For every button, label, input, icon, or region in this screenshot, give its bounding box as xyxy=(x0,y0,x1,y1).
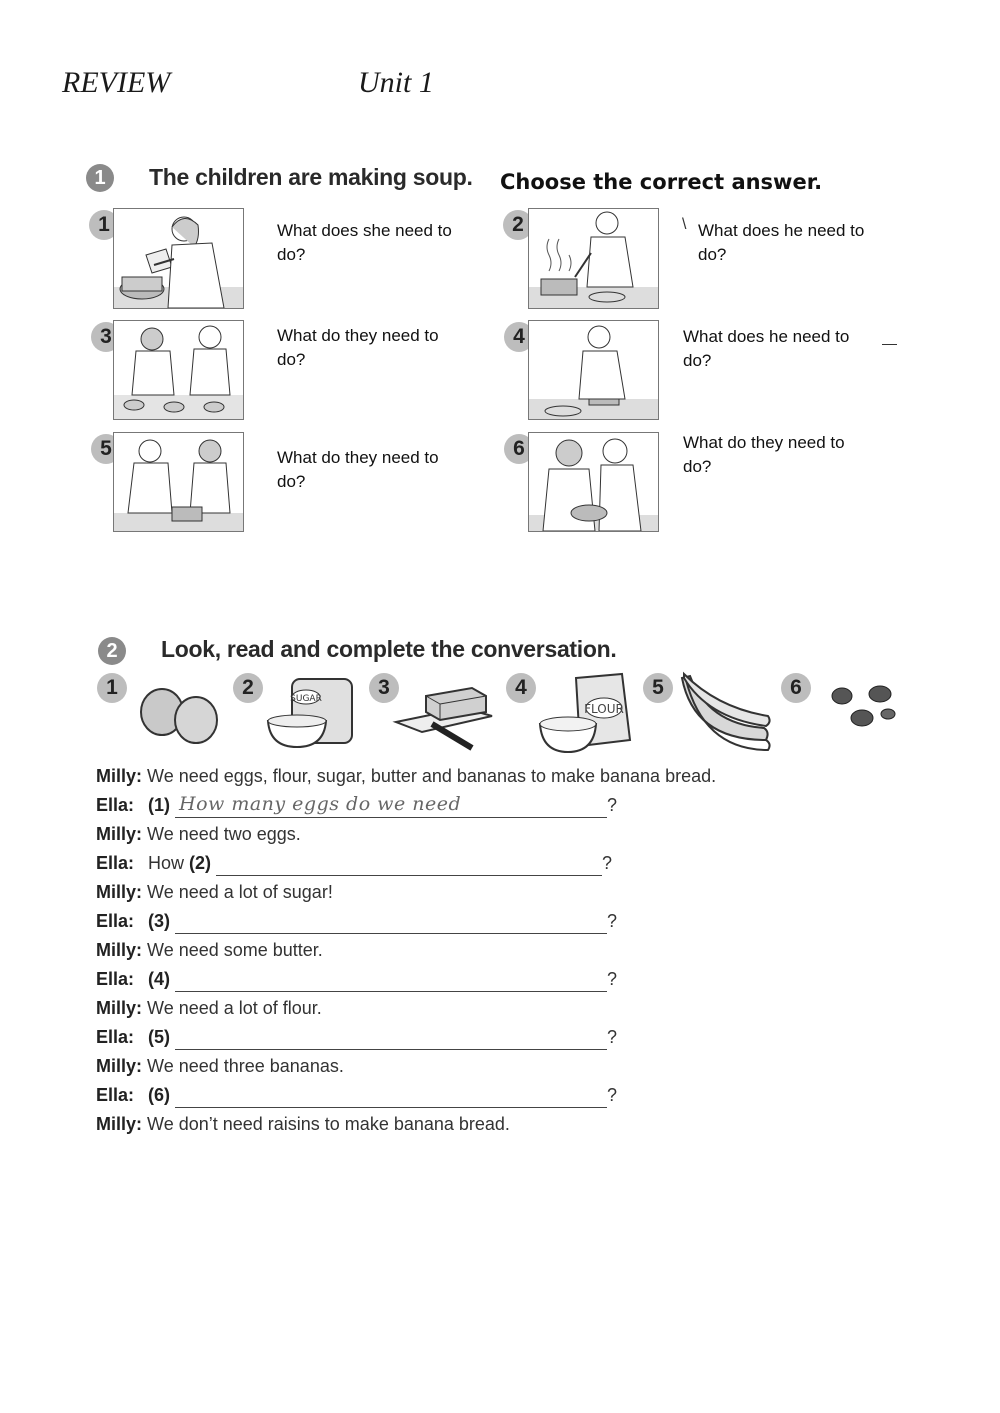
answer-blank-1[interactable] xyxy=(175,793,607,818)
answer-blank-4[interactable] xyxy=(175,973,607,992)
conversation-line: Milly: We need a lot of sugar! xyxy=(96,882,333,902)
answer-blank-6[interactable] xyxy=(175,1089,607,1108)
item-2-question: What does he need to do? xyxy=(698,221,865,264)
flour-icon xyxy=(538,670,634,759)
food-1-number: 1 xyxy=(97,673,127,703)
handwritten-answer: How many eggs do we need xyxy=(179,793,462,815)
item-6-number: 6 xyxy=(504,434,534,464)
cooking-picture-2 xyxy=(528,208,659,309)
conversation-line: Ella: (6) ? xyxy=(96,1082,617,1108)
svg-text:SUGAR: SUGAR xyxy=(290,694,322,704)
answer-blank-3[interactable] xyxy=(175,915,607,934)
stray-mark: \ xyxy=(682,216,687,233)
conversation-line: Milly: We need three bananas. xyxy=(96,1056,344,1076)
conversation-line: Ella: How (2) ? xyxy=(96,850,612,876)
section-1-title: The children are making soup. xyxy=(149,164,473,190)
food-6-number: 6 xyxy=(781,673,811,703)
section-1-instruction: Choose the correct answer. xyxy=(500,170,823,194)
cooking-picture-4 xyxy=(528,320,659,420)
conversation-line: Milly: We need two eggs. xyxy=(96,824,301,844)
answer-blank-2[interactable] xyxy=(216,857,602,876)
review-title: REVIEW xyxy=(62,66,171,99)
item-4-number: 4 xyxy=(504,322,534,352)
cooking-picture-6 xyxy=(528,432,659,532)
conversation-line: Ella: (3) ? xyxy=(96,908,617,934)
conversation-line: Ella: (4) ? xyxy=(96,966,617,992)
bananas-icon xyxy=(678,670,774,759)
sugar-icon xyxy=(264,675,356,756)
conversation-line: Milly: We need eggs, flour, sugar, butter and bananas to make banana bread. xyxy=(96,766,717,786)
food-3-number: 3 xyxy=(369,673,399,703)
food-2-number: 2 xyxy=(233,673,263,703)
conversation-line: Milly: We need some butter. xyxy=(96,940,323,960)
item-3-question: What do they need to do? xyxy=(277,326,439,369)
section-2-number: 2 xyxy=(98,637,126,665)
unit-title: Unit 1 xyxy=(358,66,434,99)
svg-text:FLOUR: FLOUR xyxy=(584,702,624,716)
conversation-line: Ella: (1) How many eggs do we need ? xyxy=(96,792,617,818)
section-2-title: Look, read and complete the conversation. xyxy=(161,636,617,662)
item-3-number: 3 xyxy=(91,322,121,352)
cooking-picture-1 xyxy=(113,208,244,309)
answer-blank-5[interactable] xyxy=(175,1031,607,1050)
item-1-question: What does she need to do? xyxy=(277,221,452,264)
food-5-number: 5 xyxy=(643,673,673,703)
stray-dash xyxy=(882,344,897,345)
item-1-number: 1 xyxy=(89,210,119,240)
cooking-picture-3 xyxy=(113,320,244,420)
conversation-line: Ella: (5) ? xyxy=(96,1024,617,1050)
butter-icon xyxy=(392,682,494,757)
item-2-number: 2 xyxy=(503,210,533,240)
cooking-picture-5 xyxy=(113,432,244,532)
item-5-number: 5 xyxy=(91,434,121,464)
conversation-line: Milly: We need a lot of flour. xyxy=(96,998,322,1018)
item-4-question: What does he need to do? xyxy=(683,327,850,370)
section-1-number: 1 xyxy=(86,164,114,192)
food-4-number: 4 xyxy=(506,673,536,703)
raisins-icon xyxy=(826,682,902,737)
item-6-question: What do they need to do? xyxy=(683,433,845,476)
conversation-line: Milly: We don’t need raisins to make banana bread. xyxy=(96,1114,510,1134)
item-5-question: What do they need to do? xyxy=(277,448,439,491)
eggs-icon xyxy=(136,682,226,751)
